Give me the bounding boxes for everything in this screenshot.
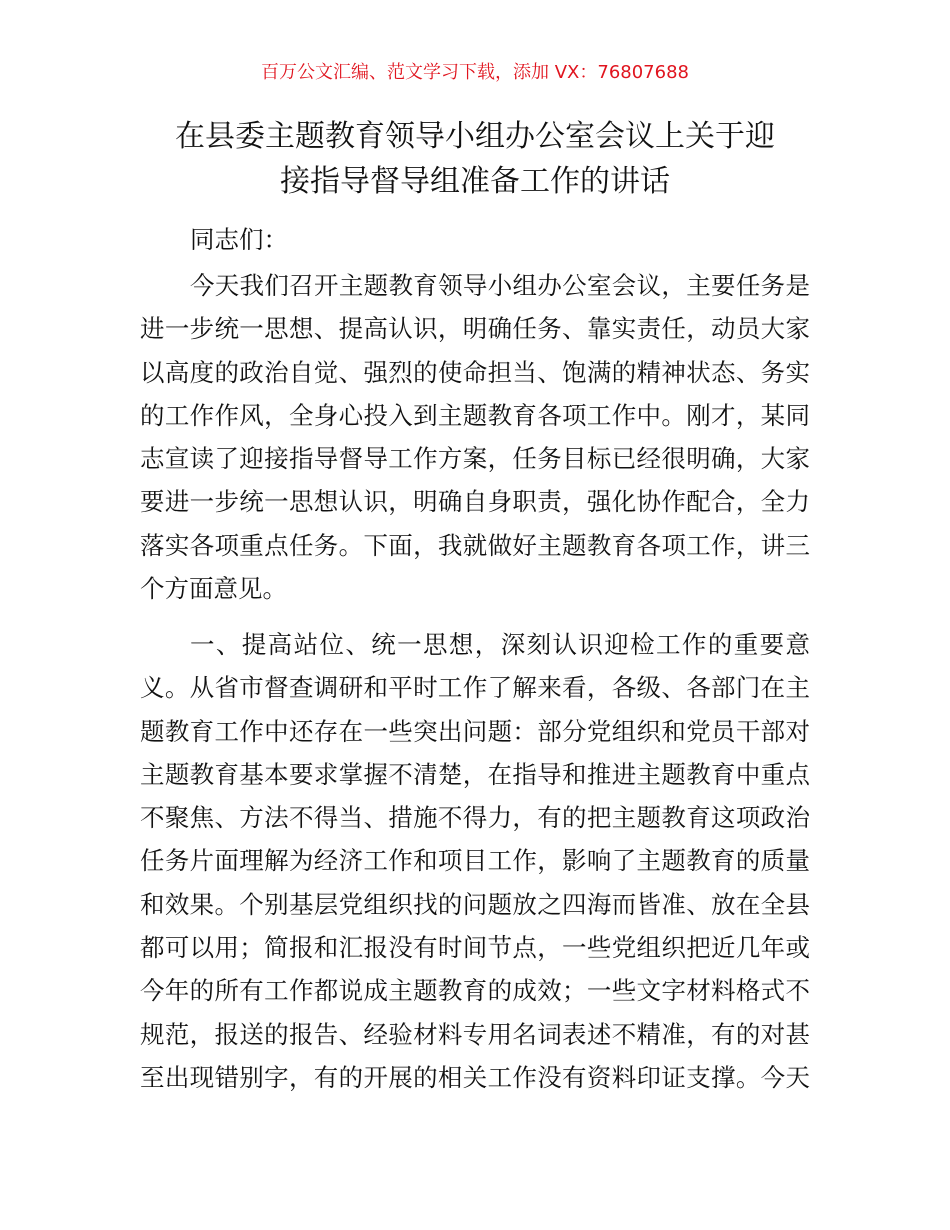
paragraph-line: 和效果。个别基层党组织找的问题放之四海而皆准、放在全县: [140, 889, 810, 919]
paragraph-line: 今年的所有工作都说成主题教育的成效；一些文字材料格式不: [140, 976, 810, 1006]
paragraph-line: 志宣读了迎接指导督导工作方案，任务目标已经很明确，大家: [140, 444, 810, 474]
paragraph-line: 落实各项重点任务。下面，我就做好主题教育各项工作，讲三: [140, 530, 810, 560]
document-title: [100, 114, 850, 204]
paragraph-line: 今天我们召开主题教育领导小组办公室会议，主要任务是: [190, 271, 810, 300]
paragraph-line: 义。从省市督查调研和平时工作了解来看，各级、各部门在主: [140, 673, 810, 703]
paragraph-line: 都可以用；简报和汇报没有时间节点，一些党组织把近几年或: [140, 933, 810, 963]
paragraph-line: 要进一步统一思想认识，明确自身职责，强化协作配合，全力: [140, 487, 810, 517]
paragraph-line: 个方面意见。: [140, 574, 287, 604]
paragraph-line: 任务片面理解为经济工作和项目工作，影响了主题教育的质量: [140, 846, 810, 876]
paragraph-line: 以高度的政治自觉、强烈的使命担当、饱满的精神状态、务实: [140, 357, 810, 387]
paragraph-line: 的工作作风，全身心投入到主题教育各项工作中。刚才，某同: [140, 400, 810, 430]
paragraph-2: [140, 623, 810, 1099]
paragraph-line: 主题教育基本要求掌握不清楚，在指导和推进主题教育中重点: [140, 759, 810, 789]
paragraph-line: 不聚焦、方法不得当、措施不得力，有的把主题教育这项政治: [140, 803, 810, 833]
paragraph-line: 题教育工作中还存在一些突出问题：部分党组织和党员干部对: [140, 716, 810, 746]
paragraph-line: 至出现错别字，有的开展的相关工作没有资料印证支撑。今天: [140, 1062, 810, 1092]
promo-header: 百万公文汇编、范文学习下载，添加 VX：76807688: [261, 62, 689, 83]
title-line: 在县委主题教育领导小组办公室会议上关于迎: [175, 119, 775, 154]
greeting: [140, 218, 810, 261]
paragraph-line: 一、提高站位、统一思想，深刻认识迎检工作的重要意: [190, 630, 810, 659]
title-line: 接指导督导组准备工作的讲话: [280, 164, 670, 199]
greeting-text: 同志们：: [190, 225, 288, 254]
paragraph-line: 进一步统一思想、提高认识，明确任务、靠实责任，动员大家: [140, 314, 810, 344]
paragraph-1: [140, 264, 810, 610]
paragraph-line: 规范，报送的报告、经验材料专用名词表述不精准，有的对甚: [140, 1019, 810, 1049]
